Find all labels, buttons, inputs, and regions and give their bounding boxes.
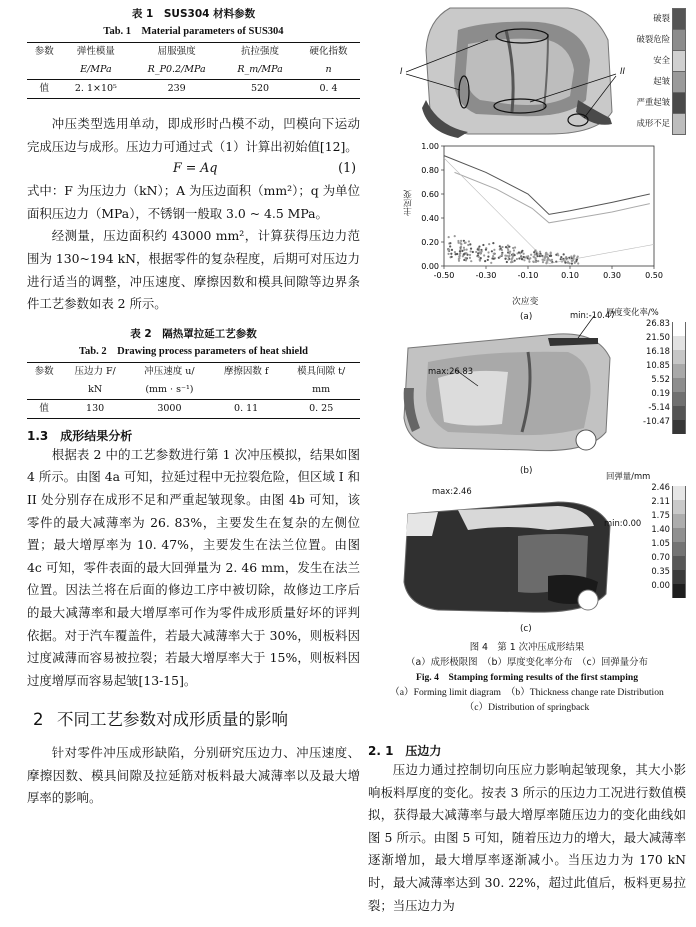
fld-strain-point: [481, 250, 483, 252]
fld-legend-label: 起皱: [653, 76, 670, 86]
fld-strain-point: [469, 243, 471, 245]
fld-strain-point: [563, 253, 565, 255]
fld-strain-point: [505, 246, 507, 248]
springback-legend: [606, 471, 686, 606]
fld-strain-point: [547, 257, 549, 259]
fld-strain-point: [504, 258, 506, 260]
fld-strain-point: [487, 259, 489, 261]
thickness-colorbar-segment: [672, 378, 686, 392]
fld-strain-point: [536, 255, 538, 257]
paragraph: 压边力通过控制切向压应力影响起皱现象，其大小影响板料厚度的变化。按表 3 所示的压边力工况进行数值模拟，获得最大减薄率与最大增厚率随压边力的变化曲线如图 5 所示。由图 5 可知，随着压边力的增大，最大减薄率逐渐增加，最大增厚率逐渐减小。当压边力为 170 kN 时，最大减薄率达到 30. 22%，超过此值后，板料更易拉裂；当压边力为: [368, 762, 686, 913]
fld-legend-label: 破裂危险: [636, 34, 670, 44]
fld-strain-point: [482, 244, 484, 246]
section-number: 2: [33, 710, 44, 730]
caption-en-sub: （c）Distribution of springback: [464, 702, 590, 713]
fld-strain-point: [568, 262, 570, 264]
fld-strain-point: [516, 258, 518, 260]
fld-strain-point: [477, 252, 479, 254]
fld-strain-point: [451, 249, 453, 251]
fld-strain-point: [467, 244, 469, 246]
fld-strain-point: [447, 253, 449, 255]
section-heading-2: [33, 706, 360, 730]
springback-min-label: min:0.00: [604, 518, 642, 528]
fld-strain-point: [535, 261, 537, 263]
fld-strain-point: [570, 255, 572, 257]
table2-header-sub: [210, 381, 282, 400]
fld-x-tick-label: 0.10: [561, 271, 579, 280]
fld-y-tick-label: 0.40: [421, 214, 439, 223]
thickness-legend-title: 厚度变化率/%: [606, 307, 659, 317]
table2: [27, 362, 360, 419]
fld-legend-swatch: [672, 29, 686, 51]
fld-strain-point: [550, 252, 552, 254]
fld-legend-label: 严重起皱: [636, 97, 670, 107]
table1-header-sub: n: [297, 61, 360, 80]
table1-header-sub: R_P0.2/MPa: [130, 61, 223, 80]
table1-header-cell: 弹性模量: [61, 43, 130, 62]
fld-strain-point: [480, 257, 482, 259]
table2-header-sub: kN: [61, 381, 129, 400]
fld-legend-item: [596, 50, 686, 70]
fld-strain-point: [577, 262, 579, 264]
thickness-tick-label: -5.14: [648, 402, 670, 412]
thickness-max-label: max:26.83: [428, 366, 474, 376]
caption-en: Fig. 4 Stamping forming results of the first stamping: [415, 672, 639, 683]
fld-y-tick-label: 0.20: [421, 238, 439, 247]
fld-strain-point: [490, 262, 492, 264]
thickness-tick-label: 10.85: [646, 360, 670, 370]
fld-strain-point: [511, 258, 513, 260]
fld-strain-point: [456, 253, 458, 255]
fld-strain-point: [536, 253, 538, 255]
thickness-colorbar-segment: [672, 350, 686, 364]
springback-colorbar-segment: [672, 570, 686, 584]
springback-max-label: max:2.46: [432, 486, 472, 496]
section-title: 不同工艺参数对成形质量的影响: [57, 710, 288, 730]
springback-colorbar-segment: [672, 556, 686, 570]
fld-strain-point: [469, 254, 471, 256]
table2-header-sub: (mm · s⁻¹): [129, 381, 210, 400]
fld-strain-point: [523, 253, 525, 255]
fld-strain-point: [533, 256, 535, 258]
table1-header-cell: 屈服强度: [130, 43, 223, 62]
fld-strain-point: [541, 259, 543, 261]
table1: [27, 42, 360, 99]
thickness-legend: [606, 307, 686, 442]
springback-tick-label: 1.05: [651, 538, 670, 548]
table2-cell: 130: [61, 399, 129, 418]
springback-tick-label: 2.11: [651, 496, 670, 506]
fld-chart: [408, 140, 663, 288]
fld-strain-point: [461, 250, 463, 252]
fld-legend-swatch: [672, 113, 686, 135]
fld-x-axis-label: 次应变: [512, 297, 539, 307]
fld-strain-point: [564, 261, 566, 263]
fld-strain-point: [492, 242, 494, 244]
fld-strain-point: [521, 258, 523, 260]
figure-4c-label: (c): [520, 624, 532, 634]
fld-strain-point: [458, 257, 460, 259]
table2-cell: 值: [27, 399, 61, 418]
fld-strain-point: [459, 252, 461, 254]
springback-legend-title: 回弹量/mm: [606, 471, 651, 481]
figure-4a-fld: [404, 140, 663, 296]
fld-strain-point: [493, 249, 495, 251]
fld-strain-point: [457, 242, 459, 244]
table2-cell: 0. 25: [282, 399, 360, 418]
springback-tick-label: 1.40: [651, 524, 670, 534]
fld-legend-label: 破裂: [653, 13, 670, 23]
fld-y-tick-label: 1.00: [421, 142, 439, 151]
fld-strain-point: [448, 249, 450, 251]
thickness-colorbar-segment: [672, 392, 686, 406]
paragraph: 针对零件冲压成形缺陷，分别研究压边力、冲压速度、摩擦因数、模具间隙及拉延筋对板料最大减薄率以及最大增厚率的影响。: [27, 745, 360, 806]
thickness-colorbar-segment: [672, 364, 686, 378]
fld-legend-item: [596, 113, 686, 133]
fld-strain-point: [454, 251, 456, 253]
fld-strain-point: [577, 255, 579, 257]
fld-strain-point: [493, 253, 495, 255]
fld-legend-item: [596, 92, 686, 112]
table2-cell: 3000: [129, 399, 210, 418]
paragraph: 经测量，压边面积约 43000 mm²，计算获得压边力范围为 130~194 kN，根据零件的复杂程度，后期可对压边力进行适当的调整，冲压速度、摩擦因数和模具间隙等边界条件工艺参数如表 2 所示。: [27, 228, 360, 312]
fld-strain-point: [460, 240, 462, 242]
fld-strain-point: [470, 250, 472, 252]
fld-strain-point: [532, 260, 534, 262]
thickness-tick-label: 21.50: [646, 332, 670, 342]
fld-strain-point: [508, 246, 510, 248]
fld-strain-point: [459, 255, 461, 257]
fld-strain-point: [458, 260, 460, 262]
fld-strain-point: [469, 257, 471, 259]
fld-strain-point: [475, 251, 477, 253]
fld-x-tick-label: -0.30: [475, 271, 497, 280]
table1-header-cell: 参数: [27, 43, 61, 62]
fld-strain-point: [501, 246, 503, 248]
springback-colorbar-segment: [672, 514, 686, 528]
springback-tick-label: 2.46: [651, 482, 670, 492]
fld-strain-point: [568, 257, 570, 259]
fld-strain-point: [557, 254, 559, 256]
fld-legend-label: 安全: [653, 55, 670, 65]
table1-cell: 520: [223, 80, 297, 99]
fld-strain-point: [510, 261, 512, 263]
section-heading-1-3: 1.3 成形结果分析: [27, 428, 133, 443]
fld-strain-point: [521, 251, 523, 253]
springback-colorbar-segment: [672, 528, 686, 542]
fld-x-tick-label: -0.50: [433, 271, 455, 280]
fld-strain-point: [501, 253, 503, 255]
fld-strain-point: [566, 261, 568, 263]
table2-title-cn: 表 2 隔热罩拉延工艺参数: [130, 327, 257, 340]
fld-legend-swatch: [672, 50, 686, 72]
fld-strain-point: [463, 259, 465, 261]
fld-strain-point: [465, 252, 467, 254]
thickness-tick-label: -10.47: [643, 416, 670, 426]
springback-tick-label: 0.70: [651, 552, 670, 562]
paragraph: 根据表 2 中的工艺参数进行第 1 次冲压模拟，结果如图 4 所示。由图 4a 可知，拉延过程中无拉裂危险，但区域 I 和 II 处分别存在成形不足和严重起皱现象。由图 4b 可知，该零件的最大减薄率为 26. 83%，主要发生在复杂的左侧位置；最大增厚率为 10. 47%，主要发生在法兰位置。由图 4c 可知，零件表面的最大回弹量为 2. 46 mm，发生在法兰位置。因法兰将在后面的修边工序中被切除，故修边工序后的最大减薄率和最大增厚率可作为零件成形质量好坏的评判依据。对于汽车覆盖件，若最大减薄率大于 30%，则板料因过度减薄而容易被拉裂；若最大增厚率大于 15%，则板料因过度增厚而容易起皱[13-15]。: [27, 446, 360, 688]
fld-strain-point: [512, 247, 514, 249]
left-column: [27, 6, 360, 810]
table1-cell: 值: [27, 80, 61, 99]
fld-strain-point: [504, 255, 506, 257]
fld-strain-point: [463, 240, 465, 242]
thickness-tick-label: 5.52: [651, 374, 670, 384]
fld-strain-point: [485, 249, 487, 251]
figure-4a-label: (a): [520, 312, 533, 322]
fld-legend-item: [596, 71, 686, 91]
section-2-1: [368, 742, 686, 917]
fld-strain-point: [484, 260, 486, 262]
fld-strain-point: [454, 235, 456, 237]
fld-strain-point: [530, 254, 532, 256]
fld-legend-label: 成形不足: [636, 118, 670, 128]
table1-header-cell: 硬化指数: [297, 43, 360, 62]
table2-header-sub: mm: [282, 381, 360, 400]
fld-strain-point: [544, 256, 546, 258]
fld-strain-point: [463, 247, 465, 249]
fld-strain-point: [499, 245, 501, 247]
table1-header-sub: [27, 61, 61, 80]
region-I-label: I: [400, 66, 403, 76]
fld-strain-point: [465, 257, 467, 259]
fld-strain-point: [488, 243, 490, 245]
thickness-colorbar-segment: [672, 406, 686, 420]
thickness-colorbar-segment: [672, 420, 686, 434]
fld-strain-point: [449, 242, 451, 244]
fld-strain-point: [573, 255, 575, 257]
fld-strain-point: [506, 261, 508, 263]
fld-strain-point: [493, 258, 495, 260]
fld-legend: [596, 8, 686, 138]
fld-strain-point: [449, 245, 451, 247]
table1-cell: 2. 1×10⁵: [61, 80, 130, 99]
table1-title-en: Tab. 1 Material parameters of SUS304: [103, 26, 284, 37]
fld-strain-point: [499, 256, 501, 258]
fld-strain-point: [523, 259, 525, 261]
fld-strain-point: [518, 251, 520, 253]
fld-legend-swatch: [672, 92, 686, 114]
fld-strain-point: [478, 256, 480, 258]
springback-tick-label: 0.35: [651, 566, 670, 576]
fld-strain-point: [571, 262, 573, 264]
table2-header-cell: 冲压速度 u/: [129, 362, 210, 381]
fld-strain-point: [528, 261, 530, 263]
fld-x-tick-label: -0.10: [517, 271, 539, 280]
springback-colorbar-segment: [672, 500, 686, 514]
fld-x-tick-label: 0.30: [603, 271, 621, 280]
fld-strain-point: [492, 255, 494, 257]
table1-header-sub: E/MPa: [61, 61, 130, 80]
thickness-tick-label: 16.18: [646, 346, 670, 356]
fld-strain-point: [523, 256, 525, 258]
springback-contour: [398, 496, 628, 616]
equation-1: [27, 158, 360, 180]
caption-cn: 图 4 第 1 次冲压成形结果: [469, 642, 585, 653]
thickness-colorbar-segment: [672, 336, 686, 350]
fld-strain-point: [508, 255, 510, 257]
fld-strain-point: [507, 249, 509, 251]
fld-strain-point: [514, 246, 516, 248]
thickness-tick-label: 26.83: [646, 318, 670, 328]
caption-en-sub: （a）Forming limit diagram （b）Thickness change rate Distribution: [390, 687, 664, 698]
fld-legend-item: [596, 8, 686, 28]
fld-strain-point: [448, 236, 450, 238]
fld-y-axis-label: 主应变: [404, 190, 414, 217]
fld-legend-swatch: [672, 71, 686, 93]
fld-legend-swatch: [672, 8, 686, 30]
springback-colorbar-segment: [672, 584, 686, 598]
table2-cell: 0. 11: [210, 399, 282, 418]
fld-strain-point: [535, 257, 537, 259]
section-heading-2-1: 2. 1 压边力: [368, 744, 442, 758]
fld-strain-point: [500, 247, 502, 249]
figure-4b-label: (b): [520, 466, 533, 476]
table2-header-cell: 参数: [27, 362, 61, 381]
thickness-tick-label: 0.19: [651, 388, 670, 398]
equation-formula: F = Aq: [173, 160, 218, 176]
table1-cell: 239: [130, 80, 223, 99]
springback-colorbar-segment: [672, 542, 686, 556]
fld-strain-point: [459, 250, 461, 252]
fld-strain-point: [468, 240, 470, 242]
paragraph: 式中：F 为压边力（kN）；A 为压边面积（mm²）；q 为单位面积压边力（MPa），不锈钢一般取 3.0 ~ 4.5 MPa。: [27, 183, 360, 221]
fld-legend-item: [596, 29, 686, 49]
fld-strain-point: [546, 253, 548, 255]
fld-strain-point: [483, 254, 485, 256]
springback-colorbar-segment: [672, 486, 686, 500]
fld-strain-point: [507, 258, 509, 260]
caption-cn-sub: （a）成形极限图 （b）厚度变化率分布 （c）回弹量分布: [406, 657, 648, 668]
fld-strain-point: [451, 256, 453, 258]
fld-strain-point: [470, 260, 472, 262]
fld-x-tick-label: 0.50: [645, 271, 663, 280]
equation-number: (1): [338, 160, 356, 176]
fld-guide-line: [549, 244, 654, 263]
fld-strain-point: [560, 258, 562, 260]
table2-header-cell: 压边力 F/: [61, 362, 129, 381]
fld-strain-point: [549, 259, 551, 261]
fld-strain-point: [513, 249, 515, 251]
fld-strain-point: [564, 257, 566, 259]
fld-strain-point: [542, 261, 544, 263]
table2-header-cell: 摩擦因数 f: [210, 362, 282, 381]
table2-title-en: Tab. 2 Drawing process parameters of heat shield: [79, 345, 308, 357]
fld-strain-point: [533, 251, 535, 253]
fld-strain-point: [491, 250, 493, 252]
fld-strain-point: [472, 251, 474, 253]
thickness-min-label: min:-10.47: [570, 310, 616, 320]
fld-strain-point: [464, 242, 466, 244]
table1-title-cn: 表 1 SUS304 材料参数: [131, 8, 256, 20]
fld-strain-point: [463, 253, 465, 255]
fld-strain-point: [518, 257, 520, 259]
fld-strain-point: [463, 249, 465, 251]
fld-y-tick-label: 0.60: [421, 190, 439, 199]
thickness-colorbar-segment: [672, 322, 686, 336]
table1-header-cell: 抗拉强度: [223, 43, 297, 62]
fld-limit-curve: [444, 156, 650, 215]
fld-strain-point: [550, 255, 552, 257]
fld-strain-point: [537, 260, 539, 262]
figure-4-caption: [368, 640, 686, 715]
table2-header-cell: 模具间隙 t/: [282, 362, 360, 381]
fld-y-tick-label: 0.80: [421, 166, 439, 175]
fld-strain-point: [477, 248, 479, 250]
fld-strain-point: [527, 255, 529, 257]
region-II-label: II: [620, 66, 625, 76]
table2-header-sub: [27, 381, 61, 400]
table1-header-sub: R_m/MPa: [223, 61, 297, 80]
fld-strain-point: [560, 256, 562, 258]
fld-strain-point: [478, 245, 480, 247]
fld-strain-point: [470, 248, 472, 250]
fld-strain-point: [574, 261, 576, 263]
fld-strain-point: [514, 260, 516, 262]
fld-strain-point: [466, 249, 468, 251]
fld-strain-point: [460, 243, 462, 245]
paragraph: 冲压类型选用单动，即成形时凸模不动，凹模向下运动完成压边与成形。压边力可通过式（1）计算出初始值[12]。: [27, 116, 360, 154]
fld-strain-point: [460, 246, 462, 248]
fld-strain-point: [450, 253, 452, 255]
fld-strain-point: [513, 254, 515, 256]
springback-tick-label: 1.75: [651, 510, 670, 520]
springback-tick-label: 0.00: [651, 580, 670, 590]
fld-y-tick-label: 0.00: [421, 262, 439, 271]
fld-strain-point: [487, 251, 489, 253]
fld-plot-frame: [444, 146, 654, 266]
fld-strain-point: [509, 251, 511, 253]
table1-cell: 0. 4: [297, 80, 360, 99]
fld-strain-point: [528, 258, 530, 260]
fld-strain-point: [539, 251, 541, 253]
fld-strain-point: [487, 256, 489, 258]
